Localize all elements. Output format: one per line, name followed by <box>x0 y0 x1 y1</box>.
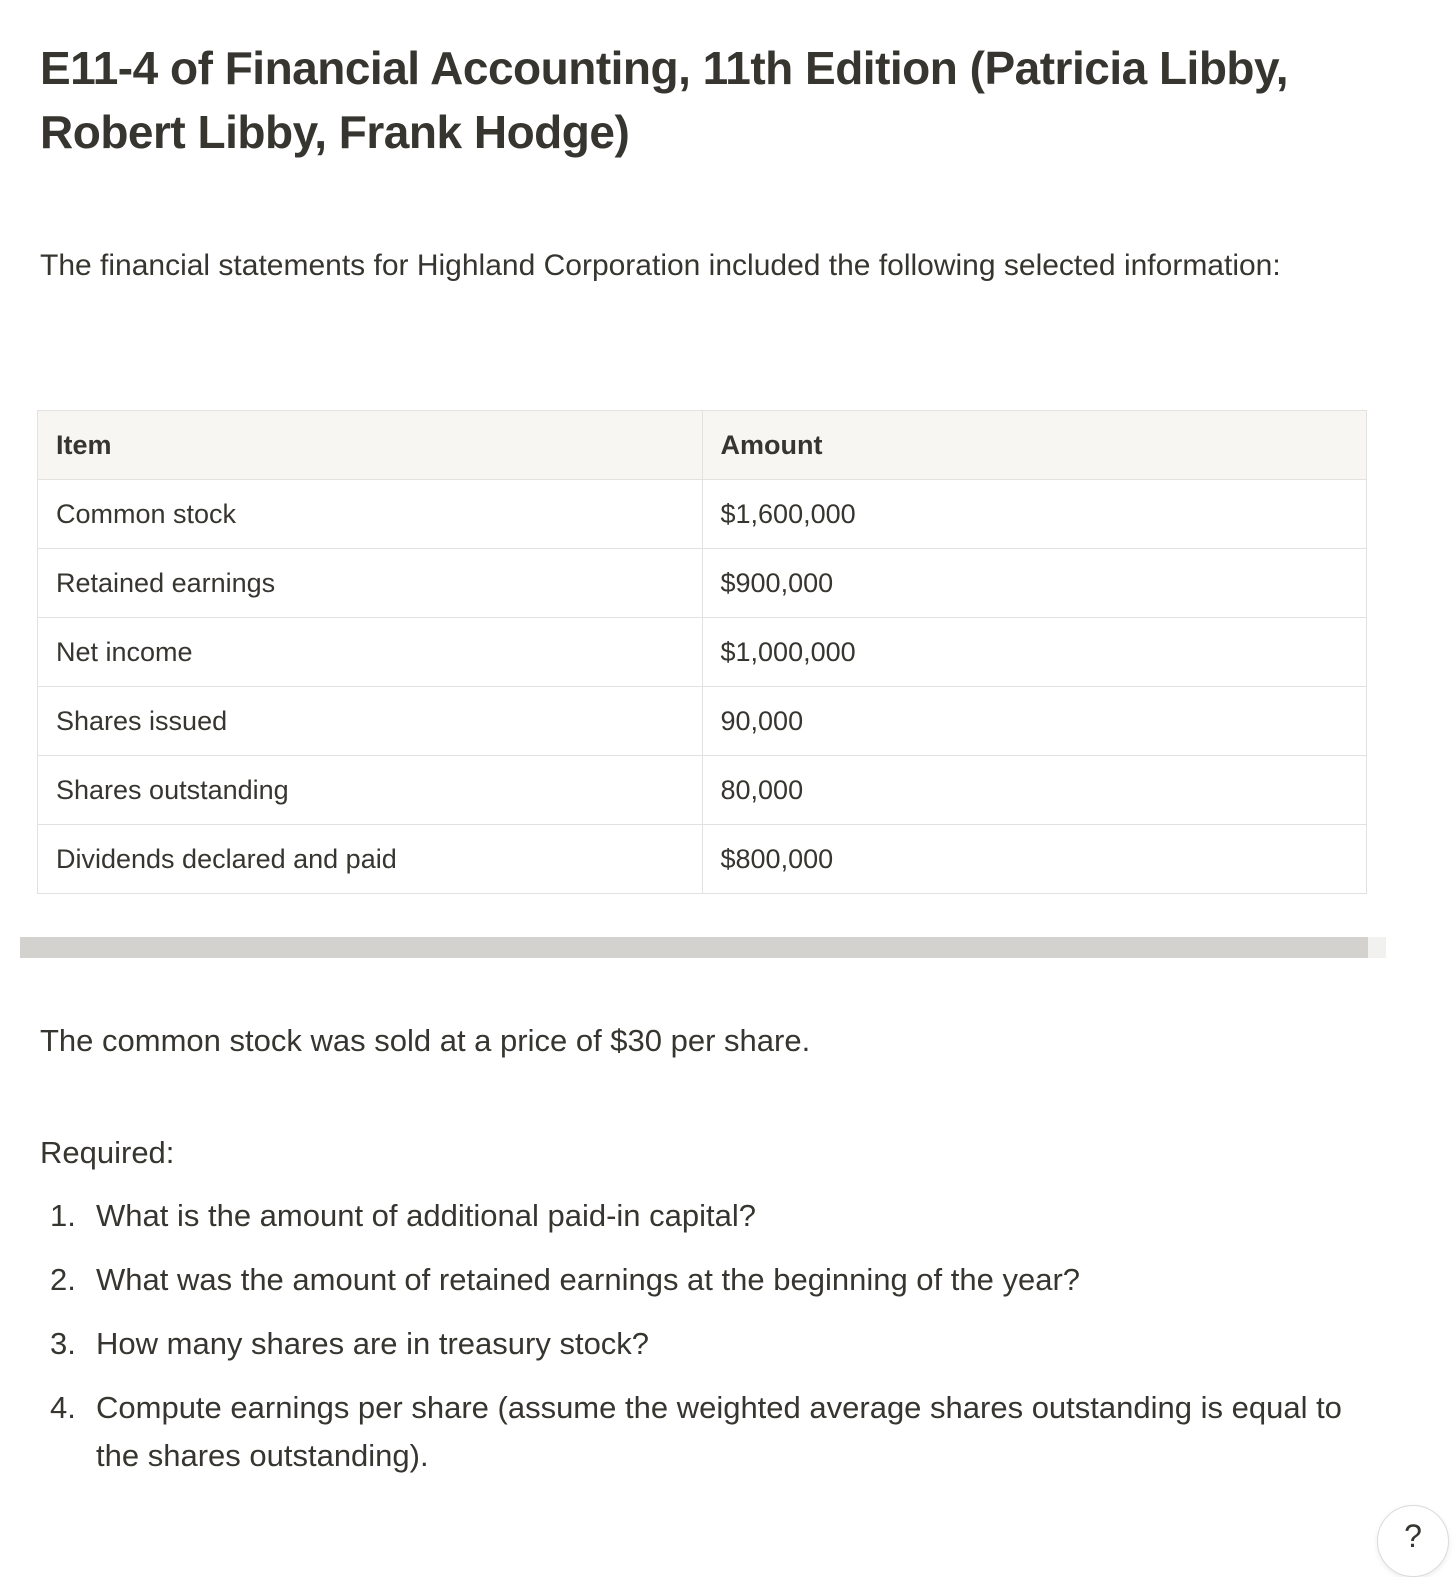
table-row <box>38 480 1367 549</box>
item-cell: Shares outstanding <box>38 756 703 825</box>
list-item-number: 2. <box>50 1262 76 1297</box>
help-button[interactable] <box>1377 1505 1449 1577</box>
page-title: E11-4 of Financial Accounting, 11th Edition (Patricia Libby, Robert Libby, Frank Hodge) <box>40 42 1288 158</box>
scrollbar-thumb[interactable] <box>20 937 1368 958</box>
item-cell: Net income <box>38 618 703 687</box>
list-item <box>40 1192 1380 1240</box>
list-item-number: 4. <box>50 1390 76 1425</box>
list-item-text: Compute earnings per share (assume the weighted average shares outstanding is equal to the shares outstanding). <box>96 1390 1342 1473</box>
table-row <box>38 549 1367 618</box>
item-cell: Common stock <box>38 480 703 549</box>
data-table-container <box>37 410 1367 894</box>
table-row <box>38 687 1367 756</box>
required-label: Required: <box>40 1135 175 1170</box>
amount-cell: $900,000 <box>702 549 1367 618</box>
amount-cell: $1,000,000 <box>702 618 1367 687</box>
list-item <box>40 1384 1380 1480</box>
table-row <box>38 756 1367 825</box>
list-item-text: What was the amount of retained earnings at the beginning of the year? <box>96 1262 1081 1297</box>
list-item-number: 3. <box>50 1326 76 1361</box>
required-question-list <box>40 1192 1380 1496</box>
amount-cell: $1,600,000 <box>702 480 1367 549</box>
table-header-row <box>38 411 1367 480</box>
table-row <box>38 618 1367 687</box>
list-item-text: What is the amount of additional paid-in capital? <box>96 1198 757 1233</box>
amount-cell: 80,000 <box>702 756 1367 825</box>
stock-price-note: The common stock was sold at a price of $30 per share. <box>40 1023 811 1058</box>
item-cell: Shares issued <box>38 687 703 756</box>
horizontal-scrollbar[interactable] <box>20 937 1386 958</box>
amount-cell: $800,000 <box>702 825 1367 894</box>
list-item-text: How many shares are in treasury stock? <box>96 1326 650 1361</box>
list-item <box>40 1320 1380 1368</box>
column-header-amount: Amount <box>702 411 1367 480</box>
financial-data-table <box>37 410 1367 894</box>
list-item-number: 1. <box>50 1198 76 1233</box>
column-header-item: Item <box>38 411 703 480</box>
item-cell: Retained earnings <box>38 549 703 618</box>
table-row <box>38 825 1367 894</box>
question-mark-icon: ? <box>1404 1518 1422 1554</box>
intro-text: The financial statements for Highland Corporation included the following selected information: <box>40 249 1281 282</box>
item-cell: Dividends declared and paid <box>38 825 703 894</box>
list-item <box>40 1256 1380 1304</box>
amount-cell: 90,000 <box>702 687 1367 756</box>
